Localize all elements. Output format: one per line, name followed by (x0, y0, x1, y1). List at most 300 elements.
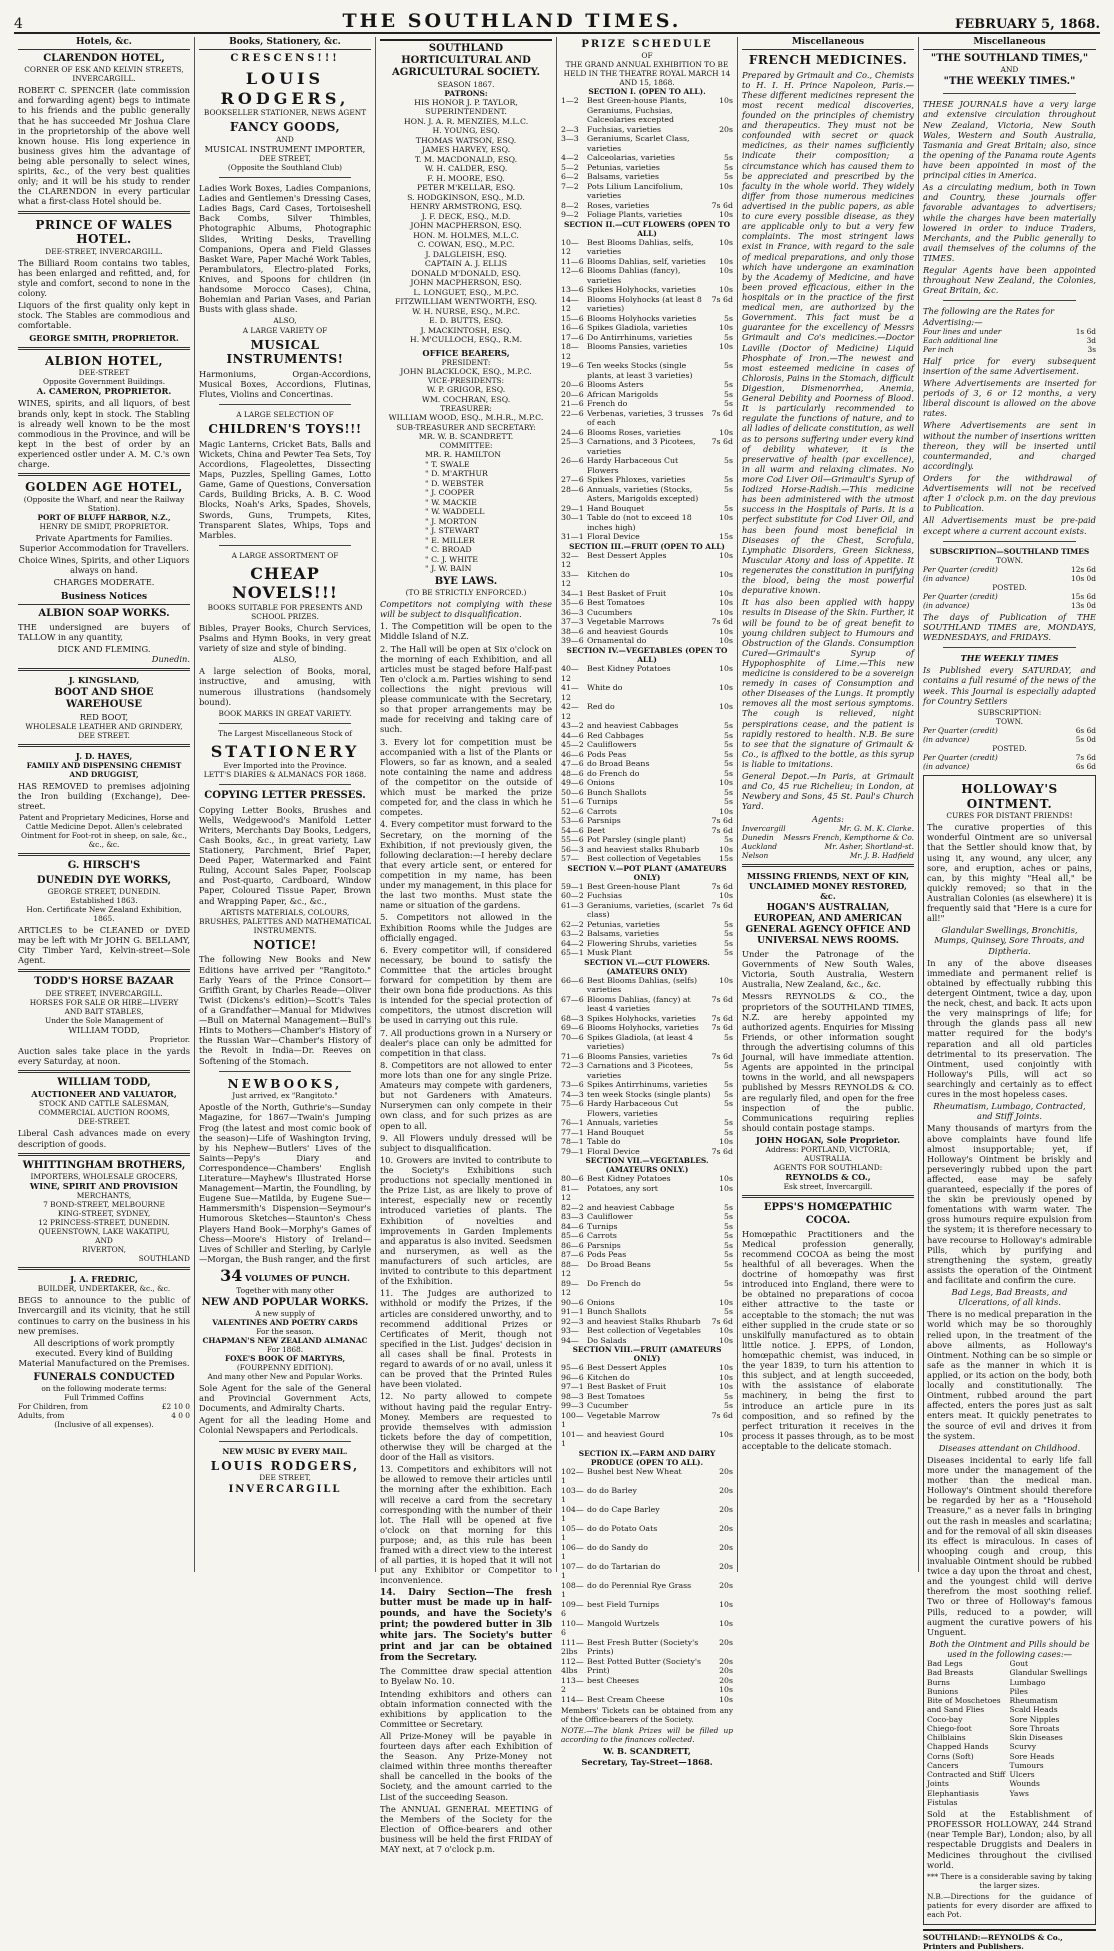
ad-title-funerals: FUNERALS CONDUCTED (33, 1372, 175, 1384)
prize-item (561, 1505, 733, 1524)
imprint: SOUTHLAND:—REYNOLDS & Co., Printers and Publishers. (923, 1929, 1096, 1951)
rates-note: Half price for every subsequent insertion of the same Advertisement. (923, 355, 1096, 376)
prize-number: 28—6 (561, 484, 584, 494)
ailment: Bad Breasts (927, 1668, 974, 1678)
ad-body: Copying Letter Books, Brushes and Wells, Wedgewood's Manifold Letter Writers, Merchants Day Books, Ledgers, Cash Books, &c., in great variety, Law Stationery, Parchment, Brief Paper, Deed Paper, Watermarked and Faint Ruling, Account Sales Paper, Foolscap and Post-quarto, Cardboard, Window Paper, Coloured Tissue Paper, Brown and Wrapping Paper, &c., &c., (199, 804, 371, 906)
prize-item (561, 1014, 733, 1024)
ad-chapman: CHAPMAN'S NEW ZEALAND ALMANAC (202, 1335, 368, 1345)
section-header-misc: Miscellaneous (923, 37, 1096, 50)
column-prize-schedule (557, 37, 738, 1767)
prize-item (561, 153, 733, 163)
treasurer: WILLIAM WOOD, ESQ., M.H.R., M.P.C. (388, 413, 544, 423)
agent-row (742, 824, 914, 833)
prize-description: do do Cape Barley (587, 1504, 660, 1514)
prize-number: 5—2 (561, 162, 579, 172)
prize-item (561, 816, 733, 826)
ad-artists: ARTISTS MATERIALS, COLOURS, BRUSHES, PALETTES AND MATHEMATICAL INSTRUMENTS. (199, 907, 371, 935)
prize-value: 10s (719, 1297, 733, 1307)
prize-item (561, 1137, 733, 1147)
prize-item (561, 627, 733, 637)
prize-section-heading: SECTION VII.—VEGETABLES. (AMATEURS ONLY.) (585, 1156, 709, 1175)
prize-description: Blooms Roses, varieties (587, 427, 681, 437)
prize-value: 20s (719, 1561, 733, 1571)
prize-number: 107—1 (561, 1561, 584, 1581)
prize-value: 5s (724, 759, 733, 768)
ad-sub: A LARGE ASSORTMENT OF (231, 550, 339, 560)
ad-body: Ladies Work Boxes, Ladies Companions, Ladies and Gentlemen's Dressing Cases, Ladies Bags, Card Cases, Tortoiseshell Back Combs, Silver Thimbles, Photographic Albums, Photographic Slides, Writing Desks, Travelling Companions, Opera and Field Glasses Basket Ware, Paper Maché Work Tables, Perambulators, Electro-plated Forks, Knives, and Spoons for children (in handsome Morocco Cases), China, Bohemian and Parian Vases, and Parian Busts with glass shade. (199, 183, 371, 315)
ad-address: QUEENSTOWN, LAKE WAKATIPU, (38, 1227, 170, 1237)
weekly-subscription: SUBSCRIPTION: (977, 707, 1042, 717)
ad-title-rodgers: LOUIS RODGERS, (210, 1458, 360, 1473)
ad-subheading: Diseases attendant on Childhood. (938, 1442, 1081, 1453)
prize-value: 5s (724, 1231, 733, 1241)
ad-trade: BUILDER, UNDERTAKER, &c., &c. (37, 1284, 171, 1294)
prize-value: 10s (719, 844, 733, 854)
prize-item (561, 1657, 733, 1676)
prize-value: 10s (719, 1363, 733, 1373)
ad-manager: WILLIAM TODD, (68, 1024, 140, 1035)
prize-item (561, 409, 733, 428)
committee-list (380, 450, 552, 574)
ad-crescens: CRESCENS!!! (230, 52, 340, 64)
ad-body: Homœpathic Practitioners and the Medical profession generally, recommend COCOA as being the most healthful of all beverages. When the doctrine of homœpathy was first introduced into England, there were to be obtained no preparations of cocoa either attractive to the taste or acceptable to the stomach; the nut was either supplied in the crude state or so unskilfully manufactured as to obtain little notice. J. EPPS, of London, homœpathic chemist, was induced, in the year 1839, to turn his attention to this subject, and at length succeeded, with the assistance of elaborate machinery, in being the first to introduce an article pure in its composition, and so refined by the perfect trituration it receives in the process it passes through, as to be most acceptable to the delicate stomach. (742, 1228, 914, 1451)
prize-value: 5s (724, 1391, 733, 1401)
weekly-subscription-value: 6s 6d (1075, 725, 1096, 735)
agent-town: Invercargill (742, 823, 786, 833)
bylaw-rule: 4. Every competitor must forward to the Secretary, on the morning of the Exhibition, if not previously given, the following declaration:—I hereby declare that every article sent, or entered for competition in my name, has been under my management, in this place for the last two months. Must state the name or situation of the gardens. (380, 819, 552, 911)
secretary: MR. W. B. SCANDRETT. (418, 431, 514, 441)
closing-note: Intending exhibitors and others can obtain information connected with the exhibitions by application to the Committee or Secretary. (380, 1688, 552, 1729)
prize-value: 20s (719, 1523, 733, 1533)
prize-description: Kitchen do (587, 1372, 630, 1382)
closing-note: The Committee draw special attention to Byelaw No. 10. (380, 1666, 552, 1687)
rates-note: All Advertisements must be pre-paid except where a current account exists. (923, 515, 1096, 536)
rate-label: Four lines and under (923, 326, 1002, 336)
ad-sub: CURES FOR DISTANT FRIENDS! (946, 811, 1073, 821)
ailment: Fistulas (927, 1797, 958, 1807)
agent-name: Messrs French, Kempthorne & Co. (783, 832, 914, 842)
prize-item (561, 1543, 733, 1562)
prize-description: Ornamental do (587, 636, 647, 646)
prize-description: and heaviest Cabbages (587, 721, 679, 730)
rate (923, 327, 1096, 336)
prize-value: 10s (719, 891, 733, 901)
ad-sub: BOOKSELLER STATIONER, NEWS AGENT (203, 108, 367, 118)
ad-sub: For the season. (256, 1326, 314, 1336)
prize-description: White do (587, 683, 623, 692)
prize-value: 7s 6d (711, 1316, 733, 1326)
prize-value: 5s (724, 1118, 733, 1128)
closing-list (380, 1666, 552, 1854)
weekly-town: TOWN. (996, 716, 1023, 726)
subscription-value: 15s 6d (1071, 591, 1096, 601)
agent-name: Mr. J. B. Hadfield (849, 850, 914, 860)
prize-item (561, 238, 733, 257)
prize-value: 10s (719, 96, 733, 106)
section-header-misc: Miscellaneous (742, 37, 914, 50)
prize-description: Petunias, varieties (587, 162, 660, 172)
agent-row (742, 833, 914, 842)
ad-title-whittingham: WHITTINGHAM BROTHERS, (22, 1159, 186, 1171)
prize-number: 32—12 (561, 550, 579, 570)
prize-item (561, 475, 733, 485)
prize-number: 25—3 (561, 437, 584, 447)
divider (18, 211, 190, 214)
ad-subheading: Bad Legs, Bad Breasts, and Ulcerations, of all kinds. (951, 1287, 1068, 1308)
prize-item (561, 778, 733, 788)
rate-value: 1s 6d (1075, 326, 1096, 336)
rate (923, 345, 1096, 354)
subscription-value: 12s 6d (1071, 564, 1096, 574)
prize-item (561, 1099, 733, 1118)
ailment: Chiego-foot (927, 1723, 972, 1733)
prize-item (561, 314, 733, 324)
prize-value: 5s (724, 938, 733, 948)
ad-address: DEE STREET, INVERCARGILL. (45, 988, 163, 998)
ad-address: (Opposite the Wharf, and near the Railway Station). (23, 494, 185, 513)
prize-section-heading: SECTION II.—CUT FLOWERS (OPEN TO ALL) (563, 219, 731, 238)
prize-item (561, 1467, 733, 1486)
ad-role: Proprietor. (149, 1034, 190, 1044)
prize-value: 20s (719, 1637, 733, 1647)
prize-number: 69—6 (561, 1023, 584, 1033)
prize-item (561, 826, 733, 836)
prize-number: 16—6 (561, 323, 584, 333)
ad-title-prince-of-wales: PRINCE OF WALES HOTEL. (35, 217, 173, 247)
price-value: £2 10 0 (161, 1402, 190, 1412)
prize-item (561, 1317, 733, 1327)
ad-sub: WHOLESALE LEATHER AND GRINDERY, (25, 721, 183, 731)
patron-name: W. H. CALDER, ESQ. (424, 164, 508, 174)
divider (219, 545, 351, 546)
patron-name: J. MACKINTOSH, ESQ. (420, 325, 512, 335)
prize-number: 114— (561, 1694, 584, 1704)
note-tickets: Members' Tickets can be obtained from any of the Office-bearers of the Society. (561, 1706, 733, 1725)
prize-value: 5s (724, 1221, 733, 1231)
prize-item (561, 1147, 733, 1157)
bylaw-rule: 12. No party allowed to compete without having paid the regular Entry-Money. Members are requested to provide themselves with admission tickets before the day of competition, otherwise they will be charged at the door of the Hall as visitors. (380, 1391, 552, 1463)
subscription-value: 10s 0d (1071, 573, 1096, 583)
ad-body: Under the Patronage of the Governments of New South Wales, Victoria, South Australia, Western Australia, New Zealand, &c., &c. (742, 949, 914, 990)
prize-item (561, 1695, 733, 1705)
prize-description: Cauliflowers (587, 740, 637, 749)
bylaw-rule: 8. Competitors are not allowed to enter more lots than one for any single Prize. Amateurs may compete with gardeners, but not Gardeners with Amateurs. Nurserymen can only compete in their own class, and for such prizes as are open to all. (380, 1059, 552, 1131)
ad-agents: AGENTS FOR SOUTHLAND: (773, 1163, 883, 1173)
ad-and: AND (276, 134, 294, 144)
patron-name: PETER M'KELLAR, ESQ. (416, 183, 516, 193)
prize-item (561, 948, 733, 958)
prize-item (561, 769, 733, 779)
prize-number: 3—3 (561, 134, 579, 144)
prize-number: 19—6 (561, 361, 584, 371)
ad-line: AND BAIT STABLES, (64, 1006, 144, 1016)
prize-description: best Cheeses (587, 1675, 640, 1685)
ad-sub: And many other New and Popular Works. (207, 1371, 363, 1381)
prize-value: 5s (724, 1212, 733, 1222)
ad-popular-works: NEW AND POPULAR WORKS. (201, 1296, 369, 1308)
patron-name: HENRY ARMSTRONG, ESQ. (409, 202, 523, 212)
prize-description: Do Broad Beans (587, 1259, 651, 1269)
prize-number: 10—12 (561, 237, 579, 257)
prize-value: 5s (724, 797, 733, 806)
patron-name: HON. J. A. R. MENZIES, M.L.C. (403, 116, 529, 126)
ad-body: Many thousands of martyrs from the above complaints have found life almost insupportable; yet, if Holloway's Ointment be briskly and perseveringly rubbed upon the part affected, ease may be safely guaranteed, especially if the pores of the skin be previously opened by fomentations with warm water. The gross humours require expulsion from the system; it is therefore necessary to have recourse to Holloway's admirable Pills, which by purifying and strengthening the system, greatly assists the operation of the Ointment and facilitate and confirm the cure. (927, 1123, 1092, 1286)
prize-item (561, 437, 733, 456)
prize-description: Red do (587, 702, 615, 711)
prize-value: 10s (719, 1618, 733, 1628)
divider (219, 1071, 351, 1072)
prize-description: Blooms Pansies, varieties (587, 1051, 688, 1061)
prize-item (561, 636, 733, 646)
weekly-posted-list (923, 753, 1096, 771)
ailment: Ulcers (1009, 1770, 1035, 1780)
ad-sub: A new supply of (255, 1308, 315, 1318)
ailment: Wounds (1009, 1779, 1040, 1789)
ad-address: INVERCARGILL. (72, 74, 136, 84)
prize-number: 55—6 (561, 835, 584, 844)
prize-number: 46—6 (561, 749, 584, 759)
prize-description: Spikes Holyhocks, varieties (587, 285, 696, 295)
prize-item (561, 1486, 733, 1505)
ad-valentines: VALENTINES AND POETRY CARDS (212, 1317, 358, 1327)
prize-description: Blooms Dahlias, (fancy) at least 4 varieties (587, 994, 691, 1014)
column-miscellaneous-1 (738, 37, 919, 1572)
ad-title-french-medicines: FRENCH MEDICINES. (748, 52, 908, 67)
prize-description: Kitchen do (587, 569, 630, 579)
ad-body: Bibles, Prayer Books, Church Services, Psalms and Hymn Books, in very great variety of size and style of binding. (199, 622, 371, 654)
prize-value: 5s (724, 1240, 733, 1250)
ad-note: N.B.—Directions for the guidance of patients for every disorder are affixed to each Pot. (927, 1891, 1092, 1919)
secretary-heading: SUB-TREASURER AND SECRETARY: (396, 422, 536, 432)
prize-value: 7s 6d (711, 1146, 733, 1156)
prize-number: 39—6 (561, 636, 584, 646)
prize-value: 20s 20s (719, 1656, 733, 1676)
patron-name: HON. M. HOLMES, M.L.C. (413, 230, 519, 240)
prize-description: do do Sandy do (587, 1542, 648, 1552)
committee-member: " W. WADDELL (425, 507, 485, 517)
ad-cheap-novels: CHEAP NOVELS!!! (232, 563, 338, 603)
ad-body: THE undersigned are buyers of TALLOW in any quantity, (18, 621, 190, 642)
prize-item (561, 854, 733, 864)
prize-description: Vegetable Marrow (587, 1410, 660, 1420)
prize-value: 5s (724, 1278, 733, 1288)
prize-value: 7s 6d (711, 408, 733, 418)
prize-number: 72—3 (561, 1061, 584, 1071)
prize-value: 7s 6d (711, 994, 733, 1004)
ad-body: Sole Agent for the sale of the General and Provincial Government Acts, Documents, and Admiralty Charts. (199, 1383, 371, 1414)
prize-value: 10s (719, 1382, 733, 1392)
prize-value: 20s (719, 1485, 733, 1495)
prize-value: 10s (719, 683, 733, 692)
prize-item (561, 134, 733, 153)
prize-value: 5s (724, 730, 733, 740)
prize-description: Best Fresh Butter (Society's Prints) (587, 1637, 699, 1657)
prize-description: Best Green-house Plants, Geraniums, Fuchsias, Calceolaries excepted (587, 96, 687, 125)
ad-trade: IMPORTERS, WHOLESALE GROCERS, (30, 1171, 178, 1181)
prize-number: 20—6 (561, 380, 584, 390)
prize-value: 20s (719, 1466, 733, 1476)
prize-number: 70—6 (561, 1032, 584, 1042)
weekly-subscription (923, 762, 1096, 771)
prize-number: 47—6 (561, 759, 584, 768)
prize-description: Balsams, varieties (587, 929, 660, 939)
prize-value: 10s (719, 210, 733, 220)
ad-subheading: Glandular Swellings, Bronchitis, Mumps, Quinsey, Sore Throats, and Diptheria. (934, 925, 1085, 956)
prize-description: and heaviest stalks Rhubarb (587, 844, 700, 854)
prize-item (561, 333, 733, 343)
prize-value: 5s (724, 503, 733, 513)
prize-item (561, 1619, 733, 1638)
subscription-posted: POSTED. (992, 582, 1027, 592)
agent-town: Auckland (742, 841, 777, 851)
prize-value: 20s (719, 124, 733, 134)
ad-letts: LETT'S DIARIES & ALMANACS FOR 1868. (203, 770, 367, 780)
ad-trade: WINE, SPIRIT AND PROVISION (29, 1180, 179, 1191)
prize-item (561, 1250, 733, 1260)
prize-number: 56—3 (561, 844, 584, 854)
prize-number: 73—6 (561, 1080, 584, 1090)
ad-body: As a circulating medium, both in Town and Country, these journals offer favorable advantages to advertisers; while the charges have been materially lowered in order to induce Traders, Merchants, and the Public generally to avail themselves of the columns of the TIMES. (923, 182, 1096, 264)
prize-number: 92—3 (561, 1316, 584, 1326)
prize-value: 20s (719, 1504, 733, 1514)
prize-item (561, 1128, 733, 1138)
prize-value: 10s (719, 513, 733, 523)
bylaw-rule: 10. Growers are invited to contribute to the Society's Exhibitions such productions not specially mentioned in the Prize List, as are likely to prove of interest, especially new or recently introduced varieties of plants. The Exhibition of novelties and improvements in Garden Implements and apparatus is also invited. Seedsmen and nurserymen, as well as the manufacturers of such articles, are invited to contribute to this department of the Exhibition. (380, 1154, 552, 1287)
prize-section-heading: SECTION III.—FRUIT (OPEN TO ALL) (569, 541, 725, 551)
prize-description: Beet (587, 825, 606, 835)
prize-description: Ten weeks Stocks (single plants, at least 3 varieties) (587, 361, 693, 380)
prize-description: Floral Device (587, 532, 640, 542)
ad-address: Address: PORTLAND, VICTORIA, AUSTRALIA. (765, 1145, 891, 1164)
prize-item (561, 1382, 733, 1392)
ad-body: Sold at the Establishment of PROFESSOR HOLLOWAY, 244 Strand (near Temple Bar), London; also, by all respectable Druggists and Dealers in Medicines throughout the civilised world. (927, 1809, 1092, 1870)
prize-description: Vegetable Marrows (587, 617, 664, 627)
ad-body: The Billiard Room contains two tables, has been enlarged and refitted, and, for style and comfort, second to none in the colony. (18, 257, 190, 299)
prize-description: Hardy Harbaceous Cut Flowers, varieties (587, 1099, 679, 1118)
prize-number: 4—2 (561, 153, 579, 163)
prize-value: 10s (719, 181, 733, 191)
prize-description: and heaviest Gourd (587, 1429, 665, 1439)
prize-value: 5s (724, 948, 733, 958)
prize-number: 13—6 (561, 285, 584, 295)
prize-description: Turnips (587, 797, 618, 806)
prize-description: Fuchsias (587, 891, 622, 901)
ad-musical-instruments: MUSICAL INSTRUMENTS! (226, 337, 344, 367)
ailment: Glandular Swellings (1009, 1668, 1088, 1678)
subscription-label: Per Quarter (credit) (923, 564, 998, 574)
rule-dairy: 14. Dairy Section—The fresh butter must be made up in half-pounds, and have the Society's print; the powdered butter in 3lb white jars. The Society's butter print and jar can be obtained from the Secretary. (380, 1587, 552, 1664)
ailment: Scald Heads (1009, 1705, 1058, 1715)
ailment: Skin Diseases (1009, 1733, 1063, 1743)
prize-description: best Field Turnips (587, 1599, 660, 1609)
committee-member: " C. J. WHITE (425, 554, 478, 564)
prize-number: 103—1 (561, 1485, 584, 1505)
prize-item (561, 513, 733, 532)
prize-description: Blooms Dahlias (fancy), varieties (587, 266, 681, 285)
prize-number: 40—12 (561, 664, 579, 683)
prize-value: 10s (719, 975, 733, 985)
ad-address: CORNER OF ESK AND KELVIN STREETS, (24, 65, 184, 75)
prize-value: 10s (719, 1335, 733, 1345)
prize-number: 113—2 (561, 1675, 584, 1695)
ad-body: It has also been applied with happy results in Disease of the Skin. Further, it will be found to be of great benefit to young children subject to Humours and Obstruction of the Glands. Consumption Cured—Grimault's Syrup of Hypophosphite of Lime.—This new medicine is considered to be a sovereign remedy in cases of Consumption and other Diseases of the Lungs. It promptly removes all the most serious symptoms. The cough is relieved, night perspirations cease, and the patient is rapidly restored to health. N.B. Be sure to see that the signature of Grimault & Co., is affixed to the bottle, as this syrup is liable to imitations. (742, 597, 914, 770)
prize-description: Spikes Holyhocks, varieties (587, 1013, 696, 1023)
ad-trade: DUNEDIN DYE WORKS, (36, 874, 172, 886)
divider (742, 1195, 914, 1198)
rates-list (923, 327, 1096, 354)
prize-value: 15s (719, 532, 733, 542)
prize-description: Spikes Phloxes, varieties (587, 475, 686, 485)
prize-number: 61—3 (561, 900, 584, 910)
bylaw-rule: 11. The Judges are authorized to withhold or modify the Prizes, if the articles are considered unworthy, and to recommend additional Prizes or Certificates of Merit, though not specified in the List. Judges' decision in all cases shall be final. Protests in regard to awards of or no avail, unless it can be proved that the Printed Rules have been violated. (380, 1288, 552, 1390)
ad-proprietor: GEORGE SMITH, PROPRIETOR. (29, 332, 179, 343)
ad-body: Patent and Proprietary Medicines, Horse and Cattle Medicine Depot. Allen's celebrated Ointment for Foot-rot in sheep, on sale, &c., &c., &c. (18, 813, 190, 850)
ad-address: RED BOOT, (79, 711, 129, 722)
prize-description: Best Kidney Potatoes (587, 664, 671, 673)
prize-number: 1—2 (561, 96, 579, 106)
prize-item (561, 797, 733, 807)
prize-item (561, 570, 733, 589)
bylaw-rule: 2. The Hall will be open at Six o'clock on the morning of each Exhibition, and all articles must be staged before Half-past Ten o'clock a.m. Parties wishing to send collections the night previous will please communicate with the Secretary, so that proper arrangements may be made for receiving and taking care of such. (380, 643, 552, 735)
prize-description: Best Dessert Apples (587, 1363, 667, 1373)
ad-fancy-goods: FANCY GOODS, (229, 120, 341, 135)
ailment: Piles (1009, 1686, 1028, 1696)
agent-row (742, 851, 914, 860)
prize-number: 38—6 (561, 626, 584, 636)
prize-item (561, 750, 733, 760)
ad-sub: (FOURPENNY EDITION). (236, 1362, 334, 1372)
prize-item (561, 428, 733, 438)
prize-description: Bunch Shallots (587, 1307, 647, 1317)
patron-name: FITZWILLIAM WENTWORTH, ESQ. (394, 297, 538, 307)
prize-item (561, 664, 733, 683)
committee-member: " D. M'ARTHUR (425, 469, 488, 479)
prize-number: 43—2 (561, 721, 584, 730)
ad-body: There is no medical preparation in the world which may be so thoroughly relied upon, in the treatment of the above ailments, as Holloway's Ointment. Nothing can be so simple or safe as the manner in which it is applied, or its action on the body, both locally and constitutionally. The Ointment, rubbed around the part affected, enters the pores just as salt enters meat. It quickly penetrates to the source of evil and drives it from the system. (927, 1309, 1092, 1441)
prize-value: 5s (724, 721, 733, 730)
prize-value: 5s (724, 1089, 733, 1099)
ad-body: All descriptions of work promptly executed. Every kind of Building Material Manufactured on the Premises. (18, 1337, 190, 1369)
patron-name: E. D. BUTTS, ESQ. (429, 316, 503, 326)
ailment: Bunions (927, 1686, 959, 1696)
ad-title-weekly-times: "THE WEEKLY TIMES." (943, 76, 1076, 88)
column-hotels (14, 37, 195, 1572)
subscription-label: (in advance) (923, 573, 970, 583)
ad-address: DEE STREET, (259, 1473, 311, 1483)
prize-description: Musk Plant (587, 948, 632, 958)
prize-item (561, 1336, 733, 1346)
ad-body: Diseases incidental to early life fall more under the management of the mother than the medical man. Holloway's Ointment should therefore be regarded by her as a "Household Treasure," as a never fails in bringing out the rash in measles and scarlatina; and for the removal of all skin diseases its effect is miraculous. In cases of whooping cough and croup, this invaluable Ointment should be rubbed twice a day upon the throat and chest, and the youngest child will derive therefrom the most soothing relief. Two or three of Holloway's famous Pills, reduced to a powder, will augment the curative powers of his Unguent. (927, 1454, 1092, 1637)
prize-item (561, 1392, 733, 1402)
committee-member: MR. R. HAMILTON (425, 450, 502, 460)
prize-description: Do Antirrhinums, varieties (587, 332, 693, 342)
subscription (923, 601, 1096, 610)
prize-description: Pods Peas (587, 749, 627, 759)
prize-value: 10s (719, 237, 733, 247)
divider (18, 1070, 190, 1073)
prize-item (561, 532, 733, 542)
ad-address: DEE STREET, (259, 153, 311, 163)
prize-item (561, 882, 733, 892)
weekly-posted: POSTED. (992, 743, 1027, 753)
ad-title-fredric: J. A. FREDRIC, (70, 1274, 138, 1285)
price-label: For Children, from (18, 1402, 89, 1412)
prize-number: 59—1 (561, 881, 584, 891)
ad-punch: VOLUMES OF PUNCH. (244, 1273, 350, 1284)
ad-stationery: STATIONERY (210, 741, 360, 761)
ad-trade: MERCHANTS, (76, 1190, 132, 1200)
prize-description: Floral Device (587, 1146, 640, 1156)
